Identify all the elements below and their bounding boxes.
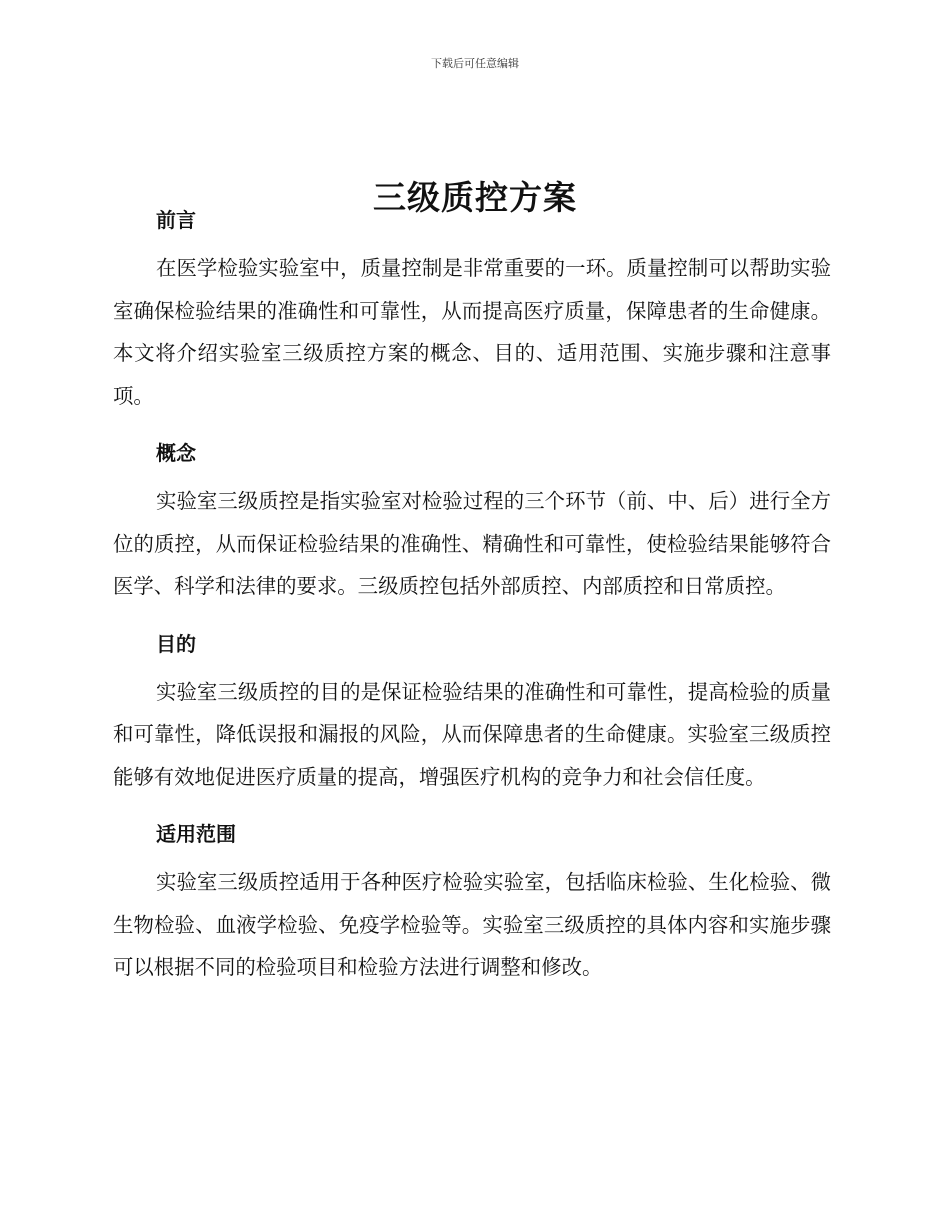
- section-heading: 前言: [156, 208, 196, 232]
- document-body: [113, 205, 831, 1010]
- section-heading: 目的: [156, 631, 196, 656]
- section-paragraph: 实验室三级质控的目的是保证检验结果的准确性和可靠性，提高检验的质量和可靠性，降低误报和漏报的风险，从而保障患者的生命健康。实验室三级质控能够有效地促进医疗质量的提高，增强医疗机构的竞争力和社会信任度。: [113, 679, 831, 789]
- section-paragraph: 实验室三级质控是指实验室对检验过程的三个环节（前、中、后）进行全方位的质控，从而保证检验结果的准确性、精确性和可靠性，使检验结果能够符合医学、科学和法律的要求。三级质控包括外部质控、内部质控和日常质控。: [113, 489, 831, 598]
- section-paragraph: 实验室三级质控适用于各种医疗检验实验室，包括临床检验、生化检验、微生物检验、血液学检验、免疫学检验等。实验室三级质控的具体内容和实施步骤可以根据不同的检验项目和检验方法进行调整和修改。: [113, 870, 831, 979]
- section-scope: [113, 819, 831, 989]
- section-heading: 适用范围: [156, 822, 236, 846]
- page-header-note: 下载后可任意编辑: [431, 57, 519, 70]
- section-heading: 概念: [156, 441, 196, 465]
- document-title: 三级质控方案: [373, 178, 577, 218]
- section-concept: [113, 438, 831, 608]
- section-preface: [113, 205, 831, 417]
- section-purpose: [113, 629, 831, 799]
- section-paragraph: 在医学检验实验室中，质量控制是非常重要的一环。质量控制可以帮助实验室确保检验结果的准确性和可靠性，从而提高医疗质量，保障患者的生命健康。本文将介绍实验室三级质控方案的概念、目的、适用范围、实施步骤和注意事项。: [113, 256, 831, 408]
